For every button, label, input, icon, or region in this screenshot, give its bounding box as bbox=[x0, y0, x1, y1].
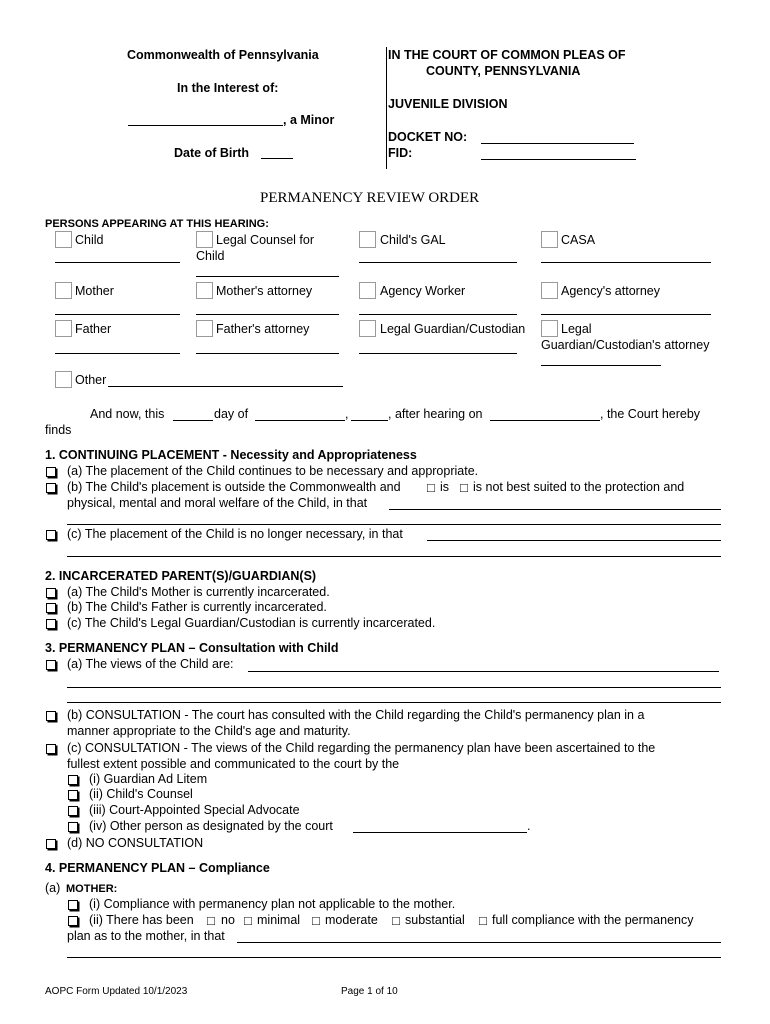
s4ai-checkbox[interactable] bbox=[68, 900, 78, 910]
section-4-heading: 4. PERMANENCY PLAN – Compliance bbox=[45, 861, 270, 875]
header-juvenile: JUVENILE DIVISION bbox=[388, 97, 508, 111]
s1a-text: (a) The placement of the Child continues to be necessary and appropriate. bbox=[67, 464, 479, 478]
s1a-checkbox[interactable] bbox=[46, 467, 56, 477]
section-2-heading: 2. INCARCERATED PARENT(S)/GUARDIAN(S) bbox=[45, 569, 317, 583]
other-label: Other bbox=[75, 373, 107, 387]
intro-month-line[interactable] bbox=[255, 420, 345, 421]
childs-gal-name-line[interactable] bbox=[359, 262, 517, 263]
s3a-text: (a) The views of the Child are: bbox=[67, 657, 234, 671]
s4aii-text: (ii) There has been bbox=[89, 913, 194, 927]
s1b-isnot-checkbox[interactable]: □ bbox=[460, 480, 468, 495]
s4-moderate-checkbox[interactable]: □ bbox=[312, 913, 320, 928]
section-3-heading: 3. PERMANENCY PLAN – Consultation with Child bbox=[45, 641, 339, 655]
s4aii-reason-line-2[interactable] bbox=[67, 957, 721, 958]
intro-court-hereby: , the Court hereby bbox=[600, 407, 701, 421]
s4-no-label: no bbox=[221, 913, 235, 927]
s4-minimal-checkbox[interactable]: □ bbox=[244, 913, 252, 928]
s1b-text: (b) The Child's placement is outside the Commonwealth and bbox=[67, 480, 401, 494]
s3civ-period: . bbox=[527, 819, 531, 833]
s3ciii-text: (iii) Court-Appointed Special Advocate bbox=[89, 803, 300, 817]
s1b-isnot-label: is not best suited to the protection and bbox=[473, 480, 685, 494]
child-name-line[interactable] bbox=[55, 262, 180, 263]
legal-guardian-label: Legal Guardian/Custodian bbox=[380, 322, 526, 336]
s3d-checkbox[interactable] bbox=[46, 839, 56, 849]
intro-day-line[interactable] bbox=[173, 420, 213, 421]
fathers-attorney-label: Father's attorney bbox=[216, 322, 310, 336]
legal-guardian-checkbox[interactable] bbox=[359, 320, 376, 337]
s3civ-checkbox[interactable] bbox=[68, 822, 78, 832]
s1b-is-checkbox[interactable]: □ bbox=[427, 480, 435, 495]
s3b-text-2: manner appropriate to the Child's age and maturity. bbox=[67, 724, 351, 738]
s3c-text-2: fullest extent possible and communicated to the court by the bbox=[67, 757, 400, 771]
header-docket-label: DOCKET NO: bbox=[388, 130, 468, 144]
intro-year-line[interactable] bbox=[351, 420, 388, 421]
s3civ-person-line[interactable] bbox=[353, 832, 527, 833]
s4aii-checkbox[interactable] bbox=[68, 916, 78, 926]
father-name-line[interactable] bbox=[55, 353, 180, 354]
casa-checkbox[interactable] bbox=[541, 231, 558, 248]
minor-name-line[interactable] bbox=[128, 125, 283, 126]
s4-no-checkbox[interactable]: □ bbox=[207, 913, 215, 928]
s2c-text: (c) The Child's Legal Guardian/Custodian is currently incarcerated. bbox=[67, 616, 436, 630]
s1b-reason-line[interactable] bbox=[389, 509, 721, 510]
s4a-prefix: (a) bbox=[45, 881, 61, 895]
s1b-checkbox[interactable] bbox=[46, 483, 56, 493]
other-checkbox[interactable] bbox=[55, 371, 72, 388]
intro-day-of: day of bbox=[214, 407, 249, 421]
s3cii-checkbox[interactable] bbox=[68, 790, 78, 800]
s3civ-text: (iv) Other person as designated by the court bbox=[89, 819, 333, 833]
appearing-heading: PERSONS APPEARING AT THIS HEARING: bbox=[45, 218, 269, 230]
agency-attorney-checkbox[interactable] bbox=[541, 282, 558, 299]
s4-full-checkbox[interactable]: □ bbox=[479, 913, 487, 928]
header-interest-of: In the Interest of: bbox=[177, 81, 279, 95]
s4-minimal-label: minimal bbox=[257, 913, 301, 927]
header-county: COUNTY, PENNSYLVANIA bbox=[426, 64, 581, 78]
dob-line[interactable] bbox=[261, 158, 293, 159]
s4-full-label: full compliance with the permanency bbox=[492, 913, 694, 927]
s3a-views-line[interactable] bbox=[248, 671, 719, 672]
childs-gal-label: Child's GAL bbox=[380, 233, 446, 247]
s1b-text-2: physical, mental and moral welfare of the Child, in that bbox=[67, 496, 368, 510]
other-name-line[interactable] bbox=[108, 386, 343, 387]
s1b-reason-line-2[interactable] bbox=[67, 524, 721, 525]
s4aii-reason-line[interactable] bbox=[237, 942, 721, 943]
s4-substantial-checkbox[interactable]: □ bbox=[392, 913, 400, 928]
header-dob-label: Date of Birth bbox=[174, 146, 249, 160]
casa-name-line[interactable] bbox=[541, 262, 711, 263]
fathers-attorney-checkbox[interactable] bbox=[196, 320, 213, 337]
intro-comma: , bbox=[345, 407, 349, 421]
mother-checkbox[interactable] bbox=[55, 282, 72, 299]
agency-worker-name-line[interactable] bbox=[359, 314, 517, 315]
s3ciii-checkbox[interactable] bbox=[68, 806, 78, 816]
guardian-attorney-label: Legal bbox=[561, 322, 592, 336]
mothers-attorney-checkbox[interactable] bbox=[196, 282, 213, 299]
s2a-text: (a) The Child's Mother is currently incarcerated. bbox=[67, 585, 330, 599]
footer-form-updated: AOPC Form Updated 10/1/2023 bbox=[45, 986, 188, 997]
intro-finds: finds bbox=[45, 423, 72, 437]
agency-attorney-name-line[interactable] bbox=[541, 314, 711, 315]
page-title: PERMANENCY REVIEW ORDER bbox=[260, 190, 480, 206]
guardian-attorney-label-2: Guardian/Custodian's attorney bbox=[541, 338, 710, 352]
agency-attorney-label: Agency's attorney bbox=[561, 284, 660, 298]
childs-gal-checkbox[interactable] bbox=[359, 231, 376, 248]
guardian-attorney-name-line[interactable] bbox=[541, 365, 661, 366]
casa-label: CASA bbox=[561, 233, 596, 247]
s1c-checkbox[interactable] bbox=[46, 530, 56, 540]
child-label: Child bbox=[75, 233, 104, 247]
father-checkbox[interactable] bbox=[55, 320, 72, 337]
s1c-reason-line[interactable] bbox=[427, 540, 721, 541]
s4ai-text: (i) Compliance with permanency plan not applicable to the mother. bbox=[89, 897, 456, 911]
s1c-text: (c) The placement of the Child is no longer necessary, in that bbox=[67, 527, 403, 541]
header-court: IN THE COURT OF COMMON PLEAS OF bbox=[388, 48, 626, 62]
s4aii-text-2: plan as to the mother, in that bbox=[67, 929, 225, 943]
header-a-minor: , a Minor bbox=[283, 113, 335, 127]
header-commonwealth: Commonwealth of Pennsylvania bbox=[127, 48, 319, 62]
mother-label: Mother bbox=[75, 284, 114, 298]
fathers-attorney-name-line[interactable] bbox=[196, 353, 339, 354]
legal-counsel-name-line[interactable] bbox=[196, 276, 339, 277]
fid-line[interactable] bbox=[481, 159, 636, 160]
intro-after-hearing: , after hearing on bbox=[388, 407, 483, 421]
header-fid-label: FID: bbox=[388, 146, 413, 160]
s1c-reason-line-2[interactable] bbox=[67, 556, 721, 557]
intro-hearing-date-line[interactable] bbox=[490, 420, 600, 421]
father-label: Father bbox=[75, 322, 112, 336]
s3c-checkbox[interactable] bbox=[46, 744, 56, 754]
intro-and-now: And now, this bbox=[90, 407, 165, 421]
legal-guardian-name-line[interactable] bbox=[359, 353, 517, 354]
s2a-checkbox[interactable] bbox=[46, 588, 56, 598]
legal-counsel-checkbox[interactable] bbox=[196, 231, 213, 248]
legal-counsel-label: Legal Counsel for bbox=[216, 233, 314, 247]
s2b-text: (b) The Child's Father is currently incarcerated. bbox=[67, 600, 327, 614]
agency-worker-label: Agency Worker bbox=[380, 284, 466, 298]
footer-page-number: Page 1 of 10 bbox=[341, 986, 398, 997]
legal-counsel-label-2: Child bbox=[196, 249, 225, 263]
guardian-attorney-checkbox[interactable] bbox=[541, 320, 558, 337]
section-1-heading: 1. CONTINUING PLACEMENT - Necessity and Appropriateness bbox=[45, 448, 417, 462]
child-checkbox[interactable] bbox=[55, 231, 72, 248]
header-divider bbox=[386, 47, 387, 169]
s3b-checkbox[interactable] bbox=[46, 711, 56, 721]
s3ci-text: (i) Guardian Ad Litem bbox=[89, 772, 208, 786]
s4-substantial-label: substantial bbox=[405, 913, 465, 927]
docket-line[interactable] bbox=[481, 143, 634, 144]
agency-worker-checkbox[interactable] bbox=[359, 282, 376, 299]
mother-name-line[interactable] bbox=[55, 314, 180, 315]
mothers-attorney-name-line[interactable] bbox=[196, 314, 339, 315]
s4-moderate-label: moderate bbox=[325, 913, 378, 927]
s1b-is-label: is bbox=[440, 480, 450, 494]
s3a-views-line-2[interactable] bbox=[67, 687, 721, 688]
s4a-mother-label: MOTHER: bbox=[66, 883, 118, 895]
s3a-checkbox[interactable] bbox=[46, 660, 56, 670]
s3a-views-line-3[interactable] bbox=[67, 702, 721, 703]
s3b-text: (b) CONSULTATION - The court has consulted with the Child regarding the Child's permanency plan in a bbox=[67, 708, 645, 722]
s3c-text: (c) CONSULTATION - The views of the Child regarding the permanency plan have been ascertained to the bbox=[67, 741, 656, 755]
s2b-checkbox[interactable] bbox=[46, 603, 56, 613]
mothers-attorney-label: Mother's attorney bbox=[216, 284, 313, 298]
s3d-text: (d) NO CONSULTATION bbox=[67, 836, 204, 850]
s2c-checkbox[interactable] bbox=[46, 619, 56, 629]
s3cii-text: (ii) Child's Counsel bbox=[89, 787, 193, 801]
s3ci-checkbox[interactable] bbox=[68, 775, 78, 785]
